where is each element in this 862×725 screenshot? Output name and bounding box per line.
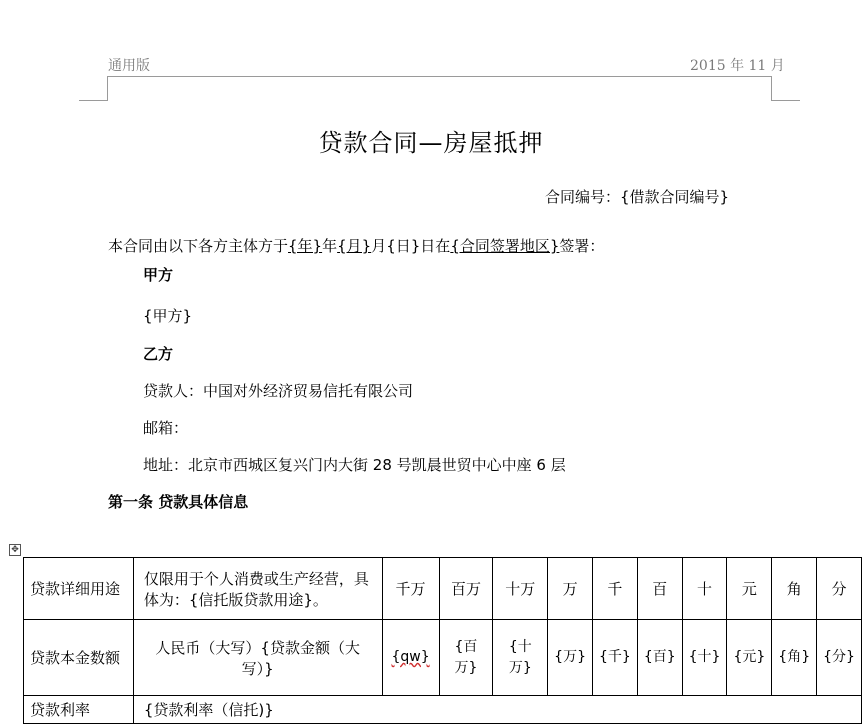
unit-header: 角 [772,558,817,620]
header-corner-left-tick [79,100,108,101]
article-1-heading: 第一条 贷款具体信息 [108,493,249,511]
intro-year-field: {年} [288,237,323,255]
intro-text-1: 本合同由以下各方主体方于 [108,237,289,255]
document-title: 贷款合同—房屋抵押 [318,129,544,157]
party-b-lender: 贷款人：中国对外经济贸易信托有限公司 [143,382,414,400]
purpose-label: 贷款详细用途 [24,558,134,620]
party-a-heading: 甲方 [143,266,174,284]
party-b-email: 邮箱： [143,419,189,437]
unit-header: 百万 [439,558,493,620]
intro-line [108,235,604,256]
unit-header: 万 [548,558,593,620]
unit-header: 分 [817,558,862,620]
table-row-rate [24,696,862,724]
unit-header: 千 [592,558,637,620]
unit-header: 十 [682,558,727,620]
header-corner-left [107,76,108,100]
header-rule [107,76,772,77]
intro-text-3: 月{日}日在 [371,237,451,255]
header-corner-right-tick [771,100,800,101]
digit-cell: {万} [548,620,593,696]
digit-cell: {十万} [493,620,548,696]
principal-value: 人民币（大写）{贷款金额（大写）} [133,620,382,696]
rate-label: 贷款利率 [24,696,134,724]
intro-text-2: 年 [322,237,338,255]
digit-cell: {百万} [439,620,493,696]
digit-cell: {分} [817,620,862,696]
table-row-principal [24,620,862,696]
header-corner-right [771,76,772,100]
intro-month-field: {月} [337,237,372,255]
unit-header: 百 [637,558,682,620]
principal-label: 贷款本金数额 [24,620,134,696]
loan-info-table [23,557,862,724]
table-move-handle-icon[interactable]: ✥ [9,544,21,556]
intro-text-4: 签署： [559,237,605,255]
table-row-purpose [24,558,862,620]
digit-cell: {千} [592,620,637,696]
rate-value: {贷款利率（信托)} [133,696,861,724]
digit-cell: {百} [637,620,682,696]
digit-cell: {qw} [382,620,439,696]
party-b-address: 地址：北京市西城区复兴门内大街 28 号凯晨世贸中心中座 6 层 [143,456,566,474]
digit-cell: {元} [727,620,772,696]
unit-header: 千万 [382,558,439,620]
party-b-heading: 乙方 [143,345,174,363]
header-edition: 通用版 [108,58,150,74]
digit-cell: {角} [772,620,817,696]
unit-header: 元 [727,558,772,620]
unit-header: 十万 [493,558,548,620]
contract-number: 合同编号：{借款合同编号} [545,188,730,206]
header-date: 2015 年 11 月 [690,58,785,74]
digit-cell: {十} [682,620,727,696]
party-a-name: {甲方} [143,307,193,325]
intro-place-field: {合同签署地区} [450,237,560,255]
purpose-value: 仅限用于个人消费或生产经营，具体为：{信托版贷款用途}。 [133,558,382,620]
